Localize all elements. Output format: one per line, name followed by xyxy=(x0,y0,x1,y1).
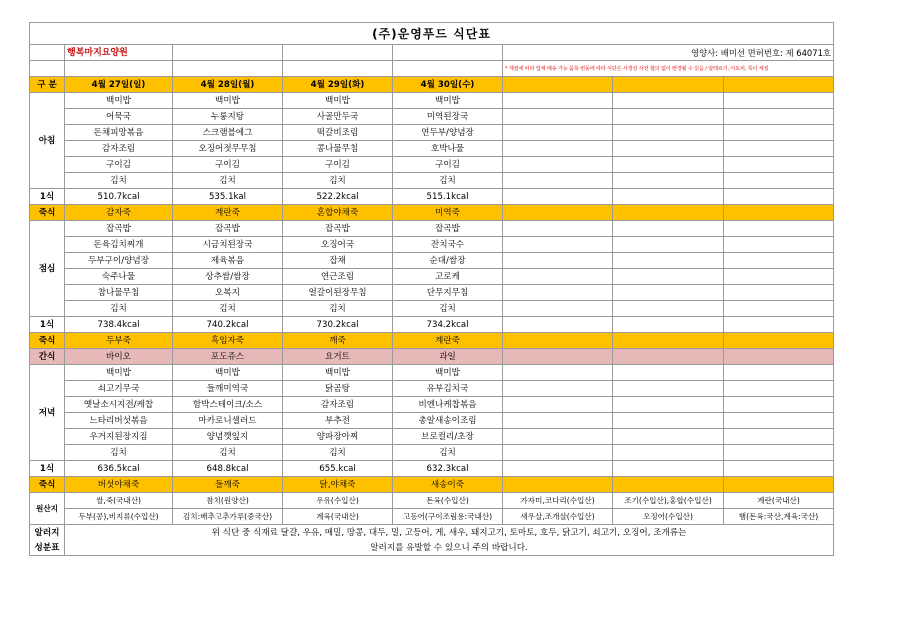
empty-cell xyxy=(724,301,834,317)
menu-item: 총알새송이조림 xyxy=(393,413,503,429)
origin-item: 가자미,코다리(수입산) xyxy=(503,493,613,509)
menu-item: 김치 xyxy=(65,173,173,189)
empty-cell xyxy=(503,125,613,141)
menu-item: 스크램블에그 xyxy=(173,125,283,141)
allergy-label: 성분표 xyxy=(30,540,65,556)
menu-item: 감자죽 xyxy=(65,205,173,221)
menu-item: 연두부/양념장 xyxy=(393,125,503,141)
menu-item: 양파장아찌 xyxy=(283,429,393,445)
empty-cell xyxy=(503,429,613,445)
menu-item: 누룽지탕 xyxy=(173,109,283,125)
dinner-row xyxy=(30,397,834,413)
origin-item: 조기(수입산),홍합(수입산) xyxy=(613,493,724,509)
empty-cell xyxy=(724,205,834,221)
menu-item: 미역죽 xyxy=(393,205,503,221)
menu-item: 마카로니샐러드 xyxy=(173,413,283,429)
menu-item: 함박스테이크/소스 xyxy=(173,397,283,413)
empty-cell xyxy=(503,461,613,477)
porridge-row xyxy=(30,333,834,349)
menu-item: 두부구이/양념장 xyxy=(65,253,173,269)
menu-item: 시금치된장국 xyxy=(173,237,283,253)
empty-cell xyxy=(613,285,724,301)
origin-item: 김치:배추고추가루(중국산) xyxy=(173,509,283,525)
lunch-row xyxy=(30,253,834,269)
porridge-label: 죽식 xyxy=(30,205,65,221)
empty-cell xyxy=(65,61,173,77)
empty-cell xyxy=(283,61,393,77)
kcal-value: 738.4kcal xyxy=(65,317,173,333)
breakfast-kcal-row xyxy=(30,189,834,205)
menu-item: 깨죽 xyxy=(283,333,393,349)
breakfast-row xyxy=(30,93,834,109)
empty-cell xyxy=(503,285,613,301)
menu-item: 백미밥 xyxy=(173,365,283,381)
lunch-label: 점심 xyxy=(30,221,65,317)
empty-cell xyxy=(613,269,724,285)
empty-cell xyxy=(503,269,613,285)
empty-cell xyxy=(724,429,834,445)
menu-item: 백미밥 xyxy=(173,93,283,109)
menu-item: 순대/쌈장 xyxy=(393,253,503,269)
snack-row xyxy=(30,349,834,365)
empty-cell xyxy=(503,93,613,109)
empty-cell xyxy=(613,397,724,413)
empty-cell xyxy=(613,477,724,493)
menu-item: 김치 xyxy=(173,173,283,189)
empty-cell xyxy=(613,461,724,477)
empty-cell xyxy=(613,349,724,365)
empty-cell xyxy=(503,253,613,269)
kcal-value: 648.8kcal xyxy=(173,461,283,477)
lunch-kcal-label: 1식 xyxy=(30,317,65,333)
menu-item: 백미밥 xyxy=(283,93,393,109)
empty-cell xyxy=(724,445,834,461)
empty-cell xyxy=(724,349,834,365)
lunch-row xyxy=(30,285,834,301)
menu-item: 구이김 xyxy=(65,157,173,173)
breakfast-row xyxy=(30,109,834,125)
origin-item: 계육(국내산) xyxy=(283,509,393,525)
empty-cell xyxy=(503,109,613,125)
dinner-row xyxy=(30,381,834,397)
dinner-row xyxy=(30,429,834,445)
menu-item: 닭,야채죽 xyxy=(283,477,393,493)
lunch-row xyxy=(30,221,834,237)
empty-cell xyxy=(724,157,834,173)
menu-item: 돈육김치찌개 xyxy=(65,237,173,253)
empty-cell xyxy=(613,413,724,429)
menu-item: 느타리버섯볶음 xyxy=(65,413,173,429)
notice-row xyxy=(30,61,834,77)
empty-cell xyxy=(613,141,724,157)
empty-cell xyxy=(724,413,834,429)
empty-cell xyxy=(613,253,724,269)
origin-item: 참치(원양산) xyxy=(173,493,283,509)
header-day: 4월 28일(월) xyxy=(173,77,283,93)
menu-item: 어묵국 xyxy=(65,109,173,125)
menu-item: 김치 xyxy=(393,445,503,461)
origin-item: 계란(국내산) xyxy=(724,493,834,509)
empty-cell xyxy=(613,381,724,397)
menu-item: 백미밥 xyxy=(65,365,173,381)
empty-cell xyxy=(613,429,724,445)
menu-item: 들깨죽 xyxy=(173,477,283,493)
empty-cell xyxy=(724,397,834,413)
breakfast-row xyxy=(30,157,834,173)
empty-cell xyxy=(613,205,724,221)
menu-item: 오징어젓무무침 xyxy=(173,141,283,157)
header-day: 4월 30일(수) xyxy=(393,77,503,93)
menu-item: 미역된장국 xyxy=(393,109,503,125)
origin-item: 오징어(수입산) xyxy=(613,509,724,525)
kcal-value: 510.7kcal xyxy=(65,189,173,205)
menu-item: 구이김 xyxy=(393,157,503,173)
center-name: 행복마지요양원 xyxy=(65,45,173,61)
empty-cell xyxy=(724,189,834,205)
origin-item: 돈육(수입산) xyxy=(393,493,503,509)
empty-cell xyxy=(173,45,283,61)
menu-item: 참나물무침 xyxy=(65,285,173,301)
menu-item: 닭곰탕 xyxy=(283,381,393,397)
origin-item: 우유(수입산) xyxy=(283,493,393,509)
dinner-label: 저녁 xyxy=(30,365,65,461)
origin-row xyxy=(30,509,834,525)
menu-item: 잡곡밥 xyxy=(173,221,283,237)
empty-cell xyxy=(613,173,724,189)
empty-cell xyxy=(503,237,613,253)
kcal-value: 535.1kal xyxy=(173,189,283,205)
info-row xyxy=(30,45,834,61)
menu-item: 사골만두국 xyxy=(283,109,393,125)
dinner-kcal-row xyxy=(30,461,834,477)
empty-cell xyxy=(30,45,65,61)
empty-cell xyxy=(503,189,613,205)
empty-cell xyxy=(503,301,613,317)
empty-cell xyxy=(613,125,724,141)
empty-cell xyxy=(503,445,613,461)
empty-cell xyxy=(503,77,613,93)
dinner-row xyxy=(30,365,834,381)
empty-cell xyxy=(613,317,724,333)
empty-cell xyxy=(613,93,724,109)
empty-cell xyxy=(503,381,613,397)
kcal-value: 636.5kcal xyxy=(65,461,173,477)
menu-item: 숙주나물 xyxy=(65,269,173,285)
porridge-label: 죽식 xyxy=(30,333,65,349)
empty-cell xyxy=(613,237,724,253)
origin-item: 쌀,죽(국내산) xyxy=(65,493,173,509)
empty-cell xyxy=(724,77,834,93)
menu-item: 돈채피망볶음 xyxy=(65,125,173,141)
menu-item: 들깨미역국 xyxy=(173,381,283,397)
empty-cell xyxy=(724,141,834,157)
empty-cell xyxy=(724,381,834,397)
empty-cell xyxy=(503,333,613,349)
menu-item: 구이김 xyxy=(283,157,393,173)
empty-cell xyxy=(503,157,613,173)
menu-item: 콩나물무침 xyxy=(283,141,393,157)
menu-item: 포도쥬스 xyxy=(173,349,283,365)
breakfast-row xyxy=(30,125,834,141)
empty-cell xyxy=(724,93,834,109)
menu-item: 단무지무침 xyxy=(393,285,503,301)
menu-item: 백미밥 xyxy=(393,93,503,109)
menu-item: 감자조림 xyxy=(283,397,393,413)
menu-item: 양념깻잎지 xyxy=(173,429,283,445)
empty-cell xyxy=(613,221,724,237)
menu-item: 김치 xyxy=(393,173,503,189)
menu-item: 우거지된장지짐 xyxy=(65,429,173,445)
menu-item: 버섯야채죽 xyxy=(65,477,173,493)
header-day: 4월 27일(일) xyxy=(65,77,173,93)
empty-cell xyxy=(724,317,834,333)
dinner-kcal-label: 1식 xyxy=(30,461,65,477)
menu-item: 연근조림 xyxy=(283,269,393,285)
kcal-value: 515.1kcal xyxy=(393,189,503,205)
menu-item: 김치 xyxy=(393,301,503,317)
menu-item: 제육볶음 xyxy=(173,253,283,269)
empty-cell xyxy=(724,125,834,141)
empty-cell xyxy=(613,157,724,173)
allergy-text: 알러지를 유발할 수 있으니 주의 바랍니다. xyxy=(65,540,834,556)
menu-item: 잡곡밥 xyxy=(283,221,393,237)
menu-item: 바이오 xyxy=(65,349,173,365)
menu-item: 감자조림 xyxy=(65,141,173,157)
menu-item: 잡곡밥 xyxy=(393,221,503,237)
empty-cell xyxy=(724,109,834,125)
menu-item: 유부김치국 xyxy=(393,381,503,397)
empty-cell xyxy=(724,269,834,285)
menu-item: 오복지 xyxy=(173,285,283,301)
menu-item: 흑임자죽 xyxy=(173,333,283,349)
kcal-value: 734.2kcal xyxy=(393,317,503,333)
lunch-row xyxy=(30,237,834,253)
breakfast-kcal-label: 1식 xyxy=(30,189,65,205)
header-label: 구 분 xyxy=(30,77,65,93)
origin-item: 두부(콩),비지류(수입산) xyxy=(65,509,173,525)
breakfast-row xyxy=(30,141,834,157)
kcal-value: 655.kcal xyxy=(283,461,393,477)
origin-item: 햄(돈육:국산,계육:국산) xyxy=(724,509,834,525)
allergy-row xyxy=(30,525,834,541)
empty-cell xyxy=(724,253,834,269)
dinner-row xyxy=(30,445,834,461)
menu-item: 브로컬리/초장 xyxy=(393,429,503,445)
menu-item: 부추전 xyxy=(283,413,393,429)
empty-cell xyxy=(503,397,613,413)
empty-cell xyxy=(503,205,613,221)
menu-item: 과일 xyxy=(393,349,503,365)
empty-cell xyxy=(724,237,834,253)
empty-cell xyxy=(724,221,834,237)
empty-cell xyxy=(503,365,613,381)
menu-item: 요거트 xyxy=(283,349,393,365)
kcal-value: 632.3kcal xyxy=(393,461,503,477)
lunch-row xyxy=(30,269,834,285)
lunch-row xyxy=(30,301,834,317)
menu-item: 김치 xyxy=(65,301,173,317)
origin-row xyxy=(30,493,834,509)
menu-item: 얼갈이된장무침 xyxy=(283,285,393,301)
empty-cell xyxy=(613,333,724,349)
empty-cell xyxy=(613,445,724,461)
empty-cell xyxy=(724,333,834,349)
header-row xyxy=(30,77,834,93)
empty-cell xyxy=(30,61,65,77)
menu-item: 백미밥 xyxy=(283,365,393,381)
menu-item: 계란죽 xyxy=(393,333,503,349)
menu-item: 계란죽 xyxy=(173,205,283,221)
empty-cell xyxy=(613,301,724,317)
empty-cell xyxy=(613,189,724,205)
menu-item: 백미밥 xyxy=(65,93,173,109)
empty-cell xyxy=(724,173,834,189)
menu-item: 고로케 xyxy=(393,269,503,285)
empty-cell xyxy=(613,109,724,125)
porridge-label: 죽식 xyxy=(30,477,65,493)
breakfast-row xyxy=(30,173,834,189)
empty-cell xyxy=(613,77,724,93)
menu-item: 구이김 xyxy=(173,157,283,173)
page-title: (주)운영푸드 식단표 xyxy=(30,23,834,45)
empty-cell xyxy=(503,477,613,493)
porridge-row xyxy=(30,477,834,493)
empty-cell xyxy=(283,45,393,61)
menu-item: 잔치국수 xyxy=(393,237,503,253)
menu-item: 오징어국 xyxy=(283,237,393,253)
kcal-value: 522.2kcal xyxy=(283,189,393,205)
empty-cell xyxy=(503,349,613,365)
allergy-label: 알러지 xyxy=(30,525,65,541)
empty-cell xyxy=(173,61,283,77)
empty-cell xyxy=(393,61,503,77)
menu-item: 김치 xyxy=(283,173,393,189)
empty-cell xyxy=(724,461,834,477)
empty-cell xyxy=(503,317,613,333)
origin-item: 고등어(구이조림용:국내산) xyxy=(393,509,503,525)
menu-item: 혼합야채죽 xyxy=(283,205,393,221)
header-day: 4월 29일(화) xyxy=(283,77,393,93)
kcal-value: 730.2kcal xyxy=(283,317,393,333)
menu-item: 김치 xyxy=(283,445,393,461)
empty-cell xyxy=(724,285,834,301)
menu-item: 떡갈비조림 xyxy=(283,125,393,141)
menu-item: 비엔나케찹볶음 xyxy=(393,397,503,413)
menu-item: 김치 xyxy=(173,445,283,461)
menu-item: 김치 xyxy=(283,301,393,317)
nutritionist-info: 영양사: 배미선 면허번호: 제 64071호 xyxy=(503,45,834,61)
title-row xyxy=(30,23,834,45)
empty-cell xyxy=(393,45,503,61)
empty-cell xyxy=(724,365,834,381)
menu-item: 상추쌈/쌈장 xyxy=(173,269,283,285)
menu-item: 백미밥 xyxy=(393,365,503,381)
menu-item: 김치 xyxy=(173,301,283,317)
empty-cell xyxy=(503,141,613,157)
notice-text: * 계절에 따라 업체 배송 가능 품목 변동에 따라 식단은 사정상 사전 협의 없이 변경될 수 있음 / 알레르기, 아토피, 특이 체질 xyxy=(503,61,834,77)
dinner-row xyxy=(30,413,834,429)
allergy-text: 위 식단 중 식재료 달걀, 우유, 메밀, 땅콩, 대두, 밀, 고등어, 게, 새우, 돼지고기, 토마토, 호두, 닭고기, 쇠고기, 오징어, 조개류는 xyxy=(65,525,834,541)
porridge-row xyxy=(30,205,834,221)
menu-item: 김치 xyxy=(65,445,173,461)
origin-label: 원산지 xyxy=(30,493,65,525)
menu-item: 잡곡밥 xyxy=(65,221,173,237)
menu-item: 옛날소시지전/케찹 xyxy=(65,397,173,413)
menu-item: 새송이죽 xyxy=(393,477,503,493)
meal-plan-table xyxy=(29,22,834,556)
snack-label: 간식 xyxy=(30,349,65,365)
allergy-row xyxy=(30,540,834,556)
breakfast-label: 아침 xyxy=(30,93,65,189)
menu-item: 쇠고기무국 xyxy=(65,381,173,397)
menu-item: 잡채 xyxy=(283,253,393,269)
origin-item: 새우살,조개살(수입산) xyxy=(503,509,613,525)
lunch-kcal-row xyxy=(30,317,834,333)
kcal-value: 740.2kcal xyxy=(173,317,283,333)
empty-cell xyxy=(503,173,613,189)
menu-item: 두부죽 xyxy=(65,333,173,349)
empty-cell xyxy=(724,477,834,493)
empty-cell xyxy=(503,413,613,429)
empty-cell xyxy=(613,365,724,381)
menu-item: 호박나물 xyxy=(393,141,503,157)
empty-cell xyxy=(503,221,613,237)
